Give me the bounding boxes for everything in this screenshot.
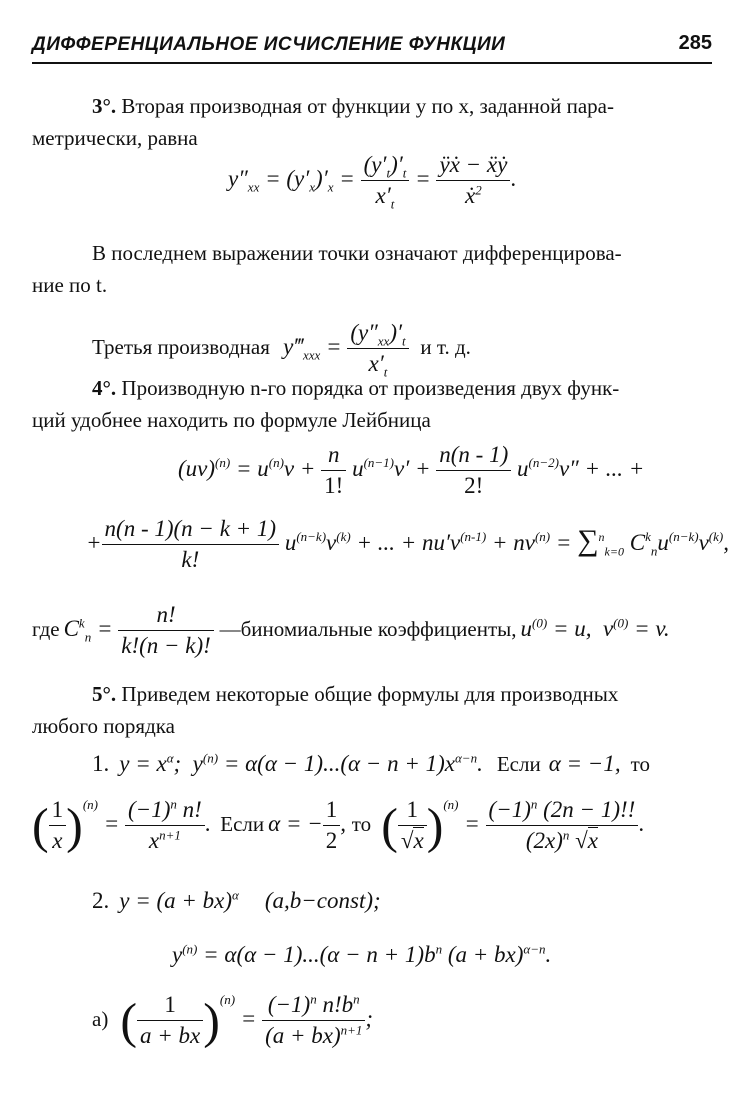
formula-linear-power: y = (a + bx)$^\alpha$: [119, 887, 239, 913]
third-derivative-line: [92, 318, 692, 379]
formula-binomial: $C^k_n$ = $\frac{n!}{k!(n - k)!}$: [64, 616, 220, 641]
dots-note: [32, 237, 712, 301]
item1-to-2: то: [351, 811, 372, 836]
item1-label: 1.: [92, 751, 110, 776]
chapter-title: ДИФФЕРЕНЦИАЛЬНОЕ ИСЧИСЛЕНИЕ ФУНКЦИИ: [32, 34, 506, 55]
formula-reciprocal-derivative: ( $\frac{1}{x}$ )$^{(n)}$ = $\frac{(-1)^n n!}{x^{n+1}}$ .: [32, 796, 211, 854]
third-derivative-label: Третья производная: [92, 334, 270, 359]
section3-marker: 3°.: [92, 94, 117, 118]
section3-intro: [32, 90, 712, 154]
const-note: (a,b−const);: [264, 888, 381, 913]
dots-note-line2: ние по t.: [32, 273, 108, 297]
where-suffix: —биномиальные коэффициенты,: [219, 616, 517, 641]
page-number: 285: [678, 32, 712, 54]
formula-inverse-sqrt-derivative: ( $\frac{1}{√x}$ )$^{(n)}$ = $\frac{(-1)^n (2n - 1)!!}{(2x)^n √x}$ .: [381, 796, 645, 854]
section4-marker: 4°.: [92, 376, 117, 400]
formula-alpha-minus-half: α = − $\frac{1}{2}$ ,: [268, 797, 352, 853]
leibniz-formula-line2: + $\frac{n(n - 1)(n - k + 1)}{k!}$ $u^{(n-k)}v^{(k)}$ + ... + $nu'v^{(n-1)} + nv^{(n)} = \sum^n_{k=0}$ $C^k_nu^{(n-k)}v^{(k)}$,: [86, 516, 729, 572]
section5-text-line2: любого порядка: [32, 714, 175, 738]
formula-reciprocal-linear: ( $\frac{1}{a + bx}$ )$^{(n)}$ = $\frac{(-1)^n n!b^n}{(a + bx)^{n+1}}$ ;: [120, 991, 374, 1049]
item1-continued: [32, 795, 722, 856]
dots-note-line1: В последнем выражении точки означают дифференцирова-: [92, 241, 622, 265]
item2-line: [92, 888, 712, 914]
section4-text-line1: Производную n-го порядка от произведения двух функ-: [116, 376, 620, 400]
item-a-label: а): [92, 1006, 109, 1031]
item1-to: то: [630, 752, 650, 776]
item1-esli-2: Если: [220, 811, 265, 836]
section3-text-line2: метрически, равна: [32, 126, 198, 150]
section5-text-line1: Приведем некоторые общие формулы для производных: [116, 682, 619, 706]
section5-marker: 5°.: [92, 682, 117, 706]
formula-power-derivative: $y = x^\alpha$; $y^{(n)} = \alpha(\alpha - 1)...(\alpha - n + 1)x^{\alpha-n}$.: [119, 750, 483, 776]
formula-initial-values: $u^{(0)} = u$, $v^{(0)} = v$.: [520, 615, 670, 641]
leibniz-formula-line1: $(uv)^{(n)} = u^{(n)}v$ + $\frac{n}{1!}$ $u^{(n-1)}v'$ + $\frac{n(n - 1)}{2!}$ $u^{(n-2)}v''$ + ... +: [178, 442, 645, 498]
formula-alpha-minus-one: α = −1,: [548, 751, 621, 776]
item2-label: 2.: [92, 888, 110, 913]
section4-text-line2: ций удобнее находить по формуле Лейбница: [32, 408, 431, 432]
formula-third-derivative: $y‴_{xxx}$ = $\frac{(y''_{xx})'_t}{x'_t}$: [283, 334, 414, 359]
binomial-definition: [32, 600, 722, 661]
section3-text-line1: Вторая производная от функции y по x, заданной пара-: [116, 94, 614, 118]
section5-intro: [32, 678, 712, 742]
item1-esli: Если: [496, 752, 541, 776]
formula-second-derivative: $y''_{xx} = (y'_x)'_x$ = $\frac{(y'_t)'_t}{x'_t}$ = $\frac{\text{ÿẋ − ẍẏ}}{ẋ^2}$ .: [228, 152, 517, 212]
formula-linear-power-derivative: $y^{(n)} = \alpha(\alpha - 1)...(\alpha - n + 1)b^n$ (a + bx)$^{\alpha-n}$.: [172, 941, 552, 967]
section4-intro: [32, 372, 712, 436]
where-prefix: где: [32, 616, 60, 641]
item1-line: [92, 748, 712, 780]
third-derivative-suffix: и т. д.: [420, 334, 471, 359]
item-a-line: [92, 990, 692, 1051]
running-header: [32, 28, 712, 64]
